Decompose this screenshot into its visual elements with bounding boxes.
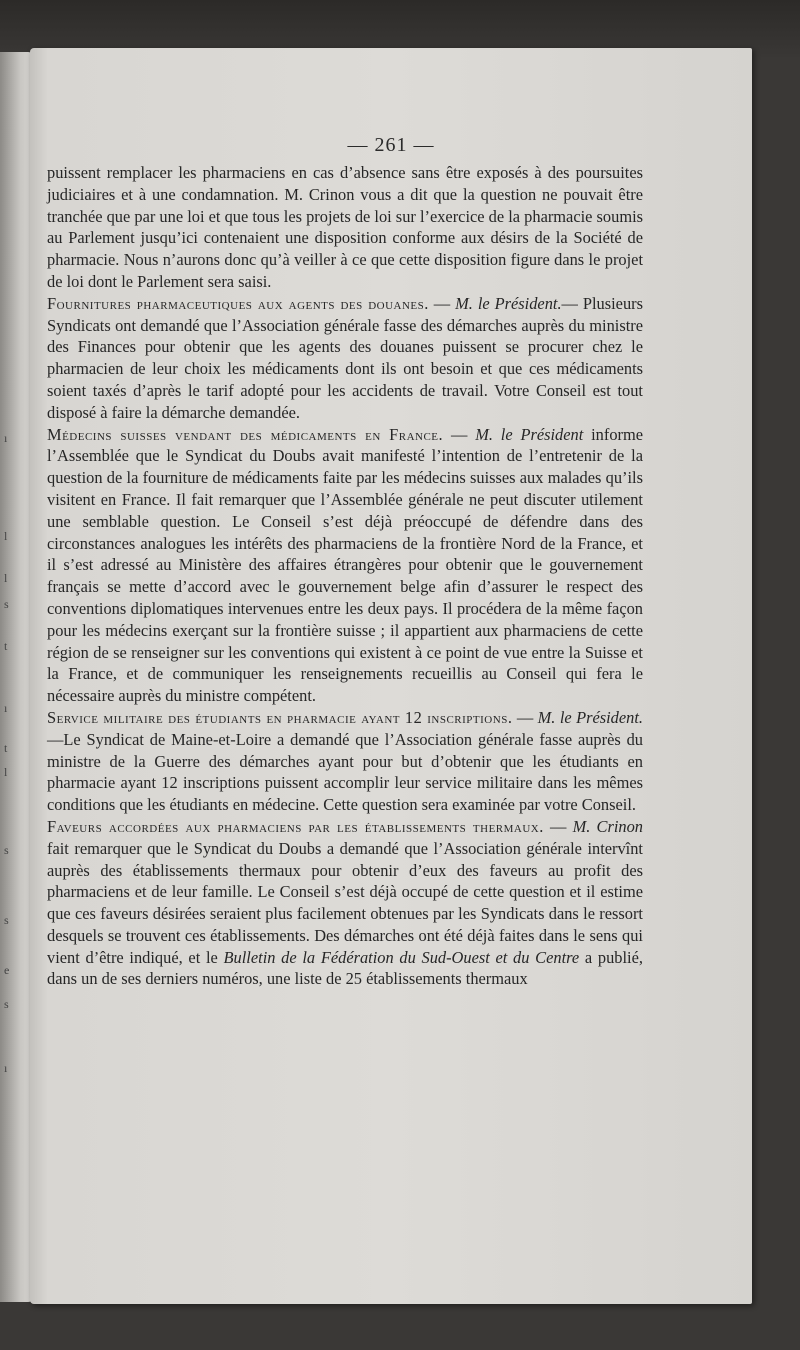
facing-page-edge [0,52,34,1302]
facing-page-mark: l [4,765,8,779]
facing-page-mark: ı [4,701,8,715]
section-heading: Médecins suisses vendant des médicaments en France. [47,424,444,444]
speaker: M. le Président. [537,707,643,727]
paragraph-etablissements-thermaux: Faveurs accordées aux pharmaciens par les établissements thermaux. — M. Crinon fait remarquer que le Syndicat du Doubs a demandé que l’Association générale intervînt auprès des établissements thermaux pour obtenir d’eux des faveurs au profit des pharmaciens et de leur famille. Le Conseil s’est déjà occupé de cette question et il estime que ces faveurs désirées seraient plus facilement obtenues par les Syndicats dans le ressort desquels se trouvent ces établissements. Des démarches ont été déjà faites dans le sens qui vient d’être indiqué, et le Bulletin de la Fédération du Sud-Ouest et du Centre a publié, dans un de ses derniers numéros, une liste de 25 établissements thermaux [47,816,643,989]
paragraph-body: —Le Syndicat de Maine-et-Loire a demandé que l’Association générale fasse auprès du ministre de la Guerre des démarches ayant pour but d’obtenir que les étudiants en pharmacie ayant 12 inscriptions puissent accomplir leur service militaire dans les mêmes conditions que les étudiants en médecine. Cette question sera examinée par votre Conseil. [47,729,643,815]
facing-page-mark: t [4,639,8,653]
paragraph-body-end: a publié, dans un de ses derniers numéros, une liste de 25 établissements thermaux [47,947,643,989]
facing-page-mark: e [4,963,10,977]
paragraph-medecins-suisses: Médecins suisses vendant des médicaments en France. — M. le Président informe l’Assemblée que le Syndicat du Doubs avait manifesté l’intention de l’entretenir de la question de la fourniture de médicaments faite par les médecins suisses aux malades qu’ils visitent en France. Il fait remarquer que l’Assemblée générale ne peut discuter utilement une semblable question. Le Conseil s’est déjà préoccupé de défendre dans des circonstances analogues les intérêts des pharmaciens de la frontière Nord de la France, et il s’est adressé au Ministère des affaires étrangères pour obtenir que le gouvernement français se mette d’accord avec le gouvernement belge afin d’assurer le respect des conventions diplomatiques intervenues entre les deux pays. Il procédera de la même façon pour les médecins exerçant sur la frontière suisse ; il appartient aux pharmaciens de cette région de se renseigner sur les conventions qui existent à ce point de vue entre la Suisse et la France, et de communiquer les renseignements recueillis au Conseil qui fera le nécessaire auprès du ministre compétent. [47,424,643,706]
page-number: — 261 — [347,134,435,156]
facing-page-mark: s [4,597,9,611]
paragraph-douanes: Fournitures pharmaceutiques aux agents des douanes. — M. le Président.— Plusieurs Syndicats ont demandé que l’Association générale fasse des démarches auprès du ministre des Finances pour obtenir que les agents des douanes puissent se procurer chez le pharmacien de leur choix les médicaments dont ils ont besoin et que ces médicaments soient taxés d’après le tarif adopté pour les accidents de travail. Votre Conseil est tout disposé à faire la démarche demandée. [47,293,643,422]
paragraph-body: — Plusieurs Syndicats ont demandé que l’Association générale fasse des démarches auprès du ministre des Finances pour obtenir que les agents des douanes puissent se procurer chez le pharmacien de leur choix les médicaments dont ils ont besoin et que ces médicaments soient taxés d’après le tarif adopté pour les accidents de travail. Votre Conseil est tout disposé à faire la démarche demandée. [47,293,643,422]
speaker: M. le Président. [455,293,562,313]
facing-page-mark: ı [4,431,8,445]
paragraph-body: fait remarquer que le Syndicat du Doubs a demandé que l’Association générale intervînt auprès des établissements thermaux pour obtenir d’eux des faveurs au profit des pharmaciens et de leur famille. Le Conseil s’est déjà occupé de cette question et il estime que ces faveurs désirées seraient plus facilement obtenues par les Syndicats dans le ressort desquels se trouvent ces établissements. Des démarches ont été déjà faites dans le sens qui vient d’être indiqué, et le [47,838,643,967]
section-heading: Service militaire des étudiants en pharmacie ayant 12 inscriptions. [47,707,513,727]
section-heading: Faveurs accordées aux pharmaciens par les établissements thermaux. [47,816,544,836]
paragraph-continuation [47,162,643,293]
publication-title: Bulletin de la Fédération du Sud-Ouest et du Centre [223,947,580,967]
facing-page-mark: l [4,529,8,543]
facing-page-mark: l [4,571,8,585]
facing-page-mark: s [4,843,9,857]
speaker: M. le Président [475,424,584,444]
facing-page-mark: s [4,997,9,1011]
facing-page-mark: ı [4,1061,8,1075]
paragraph-body: informe l’Assemblée que le Syndicat du Doubs avait manifesté l’intention de l’entretenir de la question de la fourniture de médicaments faite par les médecins suisses aux malades qu’ils visitent en France. Il fait remarquer que l’Assemblée générale ne peut discuter utilement une semblable question. Le Conseil s’est déjà préoccupé de défendre dans des circonstances analogues les intérêts des pharmaciens de la frontière Nord de la France, et il s’est adressé au Ministère des affaires étrangères pour obtenir que le gouvernement français se mette d’accord avec le gouvernement belge afin d’assurer le respect des conventions diplomatiques intervenues entre les deux pays. Il procédera de la même façon pour les médecins exerçant sur la frontière suisse ; il appartient aux pharmaciens de cette région de se renseigner sur les conventions qui existent à ce point de vue entre la Suisse et la France, et de communiquer les renseignements recueillis au Conseil qui fera le nécessaire auprès du ministre compétent. [47,424,643,706]
section-heading: Fournitures pharmaceutiques aux agents des douanes. [47,293,429,313]
paragraph-body: puissent remplacer les pharmaciens en cas d’absence sans être exposés à des poursuites judiciaires et à une condamnation. M. Crinon vous a dit que la question ne pouvait être tranchée que par une loi et que tous les projets de loi sur l’exercice de la pharmacie soumis au Parlement jusqu’ici contenaient une disposition conforme aux désirs de la Société de pharmacie. Nous n’aurons donc qu’à veiller à ce que cette disposition figure dans le projet de loi dont le Parlement sera saisi. [47,163,643,291]
speaker: M. Crinon [572,816,643,836]
document-page [30,48,752,1304]
facing-page-mark: t [4,741,8,755]
paragraph-service-militaire: Service militaire des étudiants en pharmacie ayant 12 inscriptions. — M. le Président.—Le Syndicat de Maine-et-Loire a demandé que l’Association générale fasse auprès du ministre de la Guerre des démarches ayant pour but d’obtenir que les étudiants en pharmacie ayant 12 inscriptions puissent accomplir leur service militaire dans les mêmes conditions que les étudiants en médecine. Cette question sera examinée par votre Conseil. [47,707,643,815]
facing-page-mark: s [4,913,9,927]
page-body [47,162,643,990]
